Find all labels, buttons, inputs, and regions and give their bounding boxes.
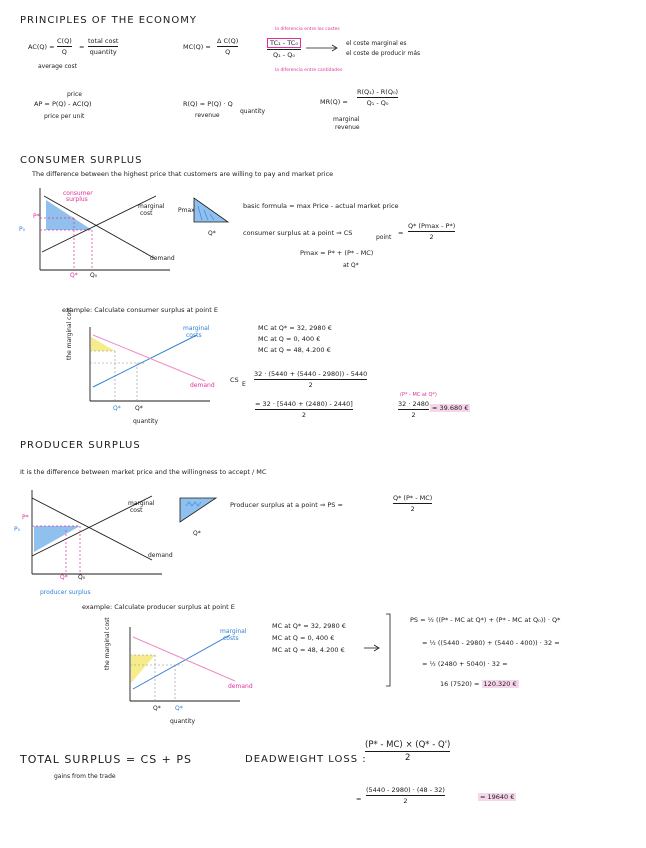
cs-calc-line2-b: 32 · 2480: [398, 400, 430, 408]
cs-graph-p0: P₀: [19, 226, 26, 233]
cs-graph-mc-1: marginal: [138, 203, 165, 210]
revenue-note: revenue: [195, 112, 220, 119]
cs-at-point-fraction: [408, 222, 455, 241]
ps-ex-mc-2: costs: [223, 635, 239, 642]
cs-calc-lhs: CS: [230, 376, 239, 384]
cs-calc-line2: [255, 400, 353, 419]
mc-denominator-q: Q₁ - Q₀: [273, 51, 295, 59]
ps-at-point-num: Q* (P* - MC): [393, 494, 433, 502]
cs-ex-xlabel: quantity: [133, 418, 159, 425]
cs-graph-q0: Q₀: [90, 272, 98, 279]
cs-graph-pstar: P*: [33, 213, 40, 220]
ps-mc-value-2: MC at Q = 0, 400 €: [272, 634, 335, 642]
dwl-fraction: [365, 740, 450, 763]
cs-calc-fraction: [254, 370, 367, 389]
mc-bottom-note: la diferencia entre cantidades: [275, 68, 343, 73]
ps-graph-pstar: P*: [22, 514, 29, 521]
ps-calc-line-1: PS = ½ ((P* - MC at Q*) + (P* - MC at Q₀)) · Q*: [410, 616, 561, 624]
cs-ex-q2: Q*: [135, 405, 143, 412]
section-title-economy: PRINCIPLES OF THE ECONOMY: [20, 15, 197, 26]
ap-formula: AP = P(Q) - AC(Q): [34, 100, 92, 108]
cs-result-value: = 39.680 €: [432, 404, 469, 412]
cs-at-point-den: 2: [429, 233, 434, 241]
cs-at-point-eq: =: [398, 229, 404, 237]
cs-graph-label-2: surplus: [66, 196, 88, 203]
ac-numerator-words: total cost: [88, 37, 119, 45]
mc-top-note: la diferencia entre los costes: [275, 27, 340, 32]
ac-numerator: C(Q): [57, 37, 72, 45]
cs-at-point-sub: point: [376, 234, 392, 241]
cs-calc-line2b: [398, 400, 429, 419]
ap-price-note: price: [67, 91, 82, 98]
dwl-calc-den: 2: [403, 797, 408, 805]
ps-ex-q1: Q*: [153, 705, 161, 712]
dwl-calc-eq: =: [356, 795, 362, 803]
consumer-surplus-graph: [30, 188, 180, 280]
section-title-consumer: CONSUMER SURPLUS: [20, 155, 143, 166]
ps-graph-mc-2: cost: [130, 507, 143, 514]
cs-graph-mc-2: cost: [140, 210, 153, 217]
ps-at-point-text: Producer surplus at a point ⇒ PS =: [230, 501, 343, 509]
cs-graph-label-1: consumer: [63, 190, 93, 197]
cs-calc-line2b-den: 2: [411, 411, 416, 419]
cs-ex-ylabel: the marginal cost: [66, 307, 73, 360]
ps-at-point-fraction: [393, 494, 432, 513]
ps-calc-line-4a: 16 (7520) =: [440, 680, 480, 688]
ac-note: average cost: [38, 63, 77, 70]
ps-ex-xlabel: quantity: [170, 718, 196, 725]
cs-example: example: Calculate consumer surplus at point E: [62, 306, 218, 314]
ac-fraction: [57, 37, 72, 56]
ap-note: price per unit: [44, 113, 85, 120]
ps-at-point-den: 2: [410, 505, 415, 513]
mc-numerator: Δ C(Q): [217, 37, 239, 45]
cs-graph-qstar: Q*: [70, 272, 78, 279]
ac-equals: =: [79, 43, 85, 51]
cs-at-point-num: Q* (Pmax - P*): [408, 222, 456, 230]
ps-bracket-arrow-icon: [360, 612, 400, 692]
cs-calc-line2-a: = 32 · [5440 + (2480) - 2440]: [255, 400, 353, 408]
mc-numerator-tc: TC₁ - TC₀: [267, 38, 301, 48]
ps-calc-line-4: [440, 680, 519, 688]
ps-mini-qstar: Q*: [193, 530, 201, 537]
ps-calc-line-2: = ½ ((5440 - 2980) + (5440 - 400)) · 32 =: [422, 639, 560, 647]
cs-ex-mc-1: marginal: [183, 325, 210, 332]
ac-denominator-words: quantity: [89, 48, 117, 56]
mc-lhs: MC(Q) =: [183, 43, 211, 51]
ps-result: 120.320 €: [483, 680, 517, 688]
cs-ex-q1: Q*: [113, 405, 121, 412]
cs-calc-num: 32 · (5440 + (5440 - 2980)) - 5440: [254, 370, 368, 378]
cs-mini-pmax: Pmax: [178, 207, 195, 214]
ac-lhs: AC(Q) =: [28, 43, 55, 51]
ps-graph-demand: demand: [148, 552, 173, 559]
cs-calc-sub: E: [242, 381, 246, 388]
cs-ex-demand: demand: [190, 382, 215, 389]
dwl-denominator: 2: [404, 753, 411, 763]
ps-graph-mc-1: marginal: [128, 500, 155, 507]
ps-mc-value-1: MC at Q* = 32, 2980 €: [272, 622, 346, 630]
cs-pmax-formula: Pmax = P* + (P* - MC): [300, 249, 374, 257]
section-title-producer: PRODUCER SURPLUS: [20, 440, 141, 451]
mc-arrow-text-1: el coste marginal es: [346, 40, 407, 47]
ps-calc-line-3: = ½ (2480 + 5040) · 32 =: [422, 660, 508, 668]
cs-mini-triangle: [192, 196, 232, 226]
ps-graph-label: producer surplus: [40, 589, 91, 596]
cs-graph-demand: demand: [150, 255, 175, 262]
cs-mini-qstar: Q*: [208, 230, 216, 237]
mr-note-1: marginal: [333, 116, 360, 123]
ps-graph-qstar: Q*: [60, 574, 68, 581]
ps-ex-mc-1: marginal: [220, 628, 247, 635]
cs-mc-value-3: MC at Q = 48, 4.200 €: [258, 346, 331, 354]
cs-ex-mc-2: costs: [186, 332, 202, 339]
dwl-numerator: (P* - MC) × (Q* - Q'): [365, 740, 451, 750]
ps-ex-q2: Q*: [175, 705, 183, 712]
ac-fraction-words: [88, 37, 118, 56]
mc-arrow-icon: [306, 44, 340, 52]
total-surplus-note: gains from the trade: [54, 773, 116, 780]
ac-denominator: Q: [61, 48, 67, 56]
mr-fraction: [357, 88, 398, 107]
cs-calc-note: (P* - MC at Q*): [400, 392, 437, 398]
quantity-note: quantity: [240, 108, 266, 115]
cs-at-point-text: consumer surplus at a point ⇒ CS: [243, 229, 353, 237]
cs-calc-line2-den: 2: [301, 411, 306, 419]
dwl-calc-num: (5440 - 2980) · (48 - 32): [366, 786, 445, 794]
dwl-result: [478, 793, 516, 801]
mr-lhs: MR(Q) =: [320, 98, 348, 106]
cs-pmax-note: at Q*: [343, 262, 359, 269]
revenue-formula: R(Q) = P(Q) · Q: [183, 100, 233, 108]
mr-note-2: revenue: [335, 124, 360, 131]
mr-numerator: R(Q₁) - R(Q₀): [357, 88, 399, 96]
dwl-label: DEADWEIGHT LOSS :: [245, 754, 367, 765]
ps-ex-ylabel: the marginal cost: [104, 617, 111, 670]
dwl-calc-fraction: [366, 786, 445, 805]
ps-mini-triangle: [178, 496, 220, 526]
mc-fraction-tc: [267, 38, 301, 59]
producer-definition: It is the difference between market price and the willingness to accept / MC: [20, 468, 267, 476]
mc-fraction: [217, 37, 238, 56]
ps-graph-p0: P₀: [14, 526, 21, 533]
mc-arrow-text-2: el coste de producir más: [346, 50, 421, 57]
dwl-result-value: = 19640 €: [480, 793, 515, 801]
mr-denominator: Q₁ - Q₀: [366, 99, 389, 107]
ps-example: example: Calculate producer surplus at point E: [82, 603, 235, 611]
ps-graph-q0: Q₀: [78, 574, 86, 581]
cs-basic-formula: basic formula = max Price - actual market price: [243, 202, 399, 210]
consumer-definition: The difference between the highest price that customers are willing to pay and market price: [32, 170, 334, 178]
total-surplus-title: TOTAL SURPLUS = CS + PS: [20, 753, 193, 766]
ps-ex-demand: demand: [228, 683, 253, 690]
cs-calc-den: 2: [308, 381, 313, 389]
mc-denominator: Q: [225, 48, 231, 56]
cs-mc-value-1: MC at Q* = 32, 2980 €: [258, 324, 332, 332]
cs-result: [430, 404, 470, 412]
cs-mc-value-2: MC at Q = 0, 400 €: [258, 335, 321, 343]
ps-mc-value-3: MC at Q = 48, 4.200 €: [272, 646, 345, 654]
